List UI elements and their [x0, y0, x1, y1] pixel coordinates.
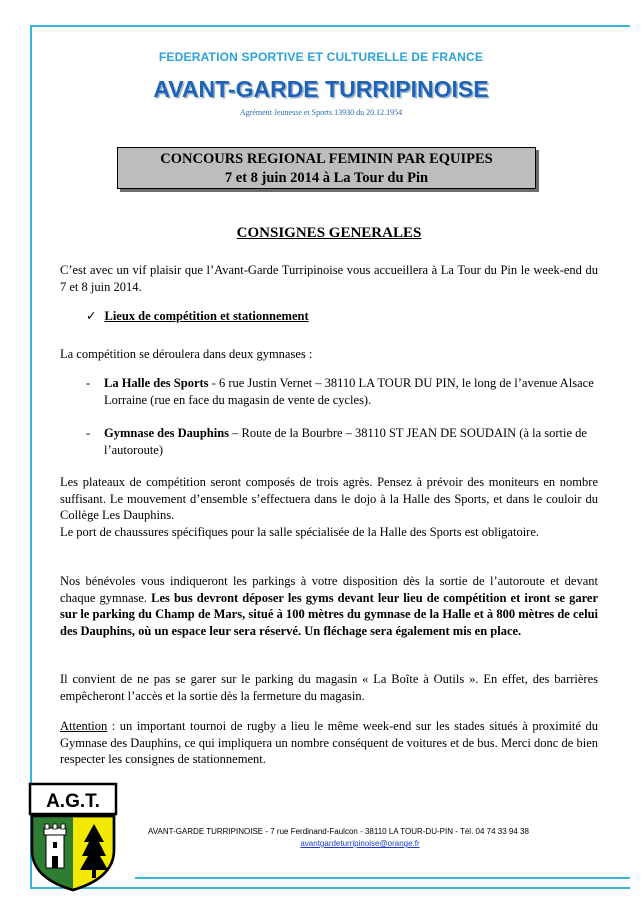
intro-paragraph: C’est avec un vif plaisir que l’Avant-Garde Turripinoise vous accueillera à La Tour du Pin le week-end du 7 et 8 juin 2014.: [60, 263, 598, 294]
parking-warning-paragraph: Il convient de ne pas se garer sur le parking du magasin « La Boîte à Outils ». En effet, des barrières empêcheront l’accès et la sortie dès la fermeture du magasin.: [60, 672, 598, 703]
gymnase-item: [104, 425, 598, 458]
federation-heading: FEDERATION SPORTIVE ET CULTURELLE DE FRANCE: [158, 50, 484, 64]
competition-intro: La compétition se déroulera dans deux gymnases :: [60, 347, 313, 361]
logo-text: A.G.T.: [46, 791, 100, 812]
club-title: AVANT-GARDE TURRIPINOISE: [153, 76, 489, 102]
gymnase-item: [104, 375, 598, 408]
bus-instructions: Les bus devront déposer les gyms devant leur lieu de compétition et iront se garer sur le parking du Champ de Mars, situé à 100 mètres du gymnase de la Halle et à 800 mètres de celui des Dauphins, où un espace leur sera réservé. Un fléchage sera également mis en place.: [60, 590, 598, 638]
benevoles-paragraph: [60, 573, 598, 639]
port-paragraph: Le port de chaussures spécifiques pour la salle spécialisée de la Halle des Sports est obligatoire.: [60, 525, 540, 539]
bullet-dash-icon: -: [86, 376, 91, 390]
footer-email-link[interactable]: avantgardeturripinoise@orange.fr: [300, 839, 420, 848]
attention-label: Attention: [60, 719, 108, 733]
lieux-heading-label: Lieux de compétition et stationnement: [104, 309, 309, 323]
footer-address: AVANT-GARDE TURRIPINOISE - 7 rue Ferdinand-Faulcon - 38110 LA TOUR-DU-PIN - Tél. 04 74 33 94 38: [148, 827, 529, 836]
gymnase-detail: - 6 rue Justin Vernet – 38110 LA TOUR DU PIN, le long de l’avenue Alsace Lorraine (rue en face du magasin de vente de cycles).: [104, 376, 594, 407]
concours-line-2: 7 et 8 juin 2014 à La Tour du Pin: [224, 170, 429, 186]
benevoles-text: Nos bénévoles vous indiqueront les parkings à votre disposition dès la sortie de l’autoroute et devant chaque gymnase.: [60, 574, 598, 605]
attention-text: : un important tournoi de rugby a lieu le même week-end sur les stades situés à proximité du Gymnase des Dauphins, ce qui impliquera un nombre conséquent de voitures et de bus. Merci donc de bien respecter les consignes de stationnement.: [60, 719, 598, 767]
checkmark-icon: ✓: [86, 309, 97, 323]
concours-box: [117, 147, 536, 189]
lieux-heading: [86, 308, 309, 324]
gymnase-detail: – Route de la Bourbre – 38110 ST JEAN DE SOUDAIN (à la sortie de l’autoroute): [104, 426, 587, 457]
footer-divider: [135, 877, 630, 879]
agt-logo: [28, 782, 118, 892]
agrement-line: Agrément Jeunesse et Sports 13930 du 20.12.1954: [239, 108, 403, 117]
concours-line-1: CONCOURS REGIONAL FEMININ PAR EQUIPES: [160, 151, 493, 167]
gymnase-name: La Halle des Sports: [104, 376, 209, 390]
gymnase-name: Gymnase des Dauphins: [104, 426, 230, 440]
plateaux-paragraph: Les plateaux de compétition seront composés de trois agrès. Pensez à prévoir des moniteurs en nombre suffisant. Le mouvement d’ensemble s’effectuera dans le dojo à la Halle des Sports, et dans le couloir du Collège Les Dauphins.: [60, 475, 598, 523]
bullet-dash-icon: -: [86, 426, 91, 440]
section-title: CONSIGNES GENERALES: [236, 225, 422, 241]
attention-paragraph: [60, 718, 598, 768]
